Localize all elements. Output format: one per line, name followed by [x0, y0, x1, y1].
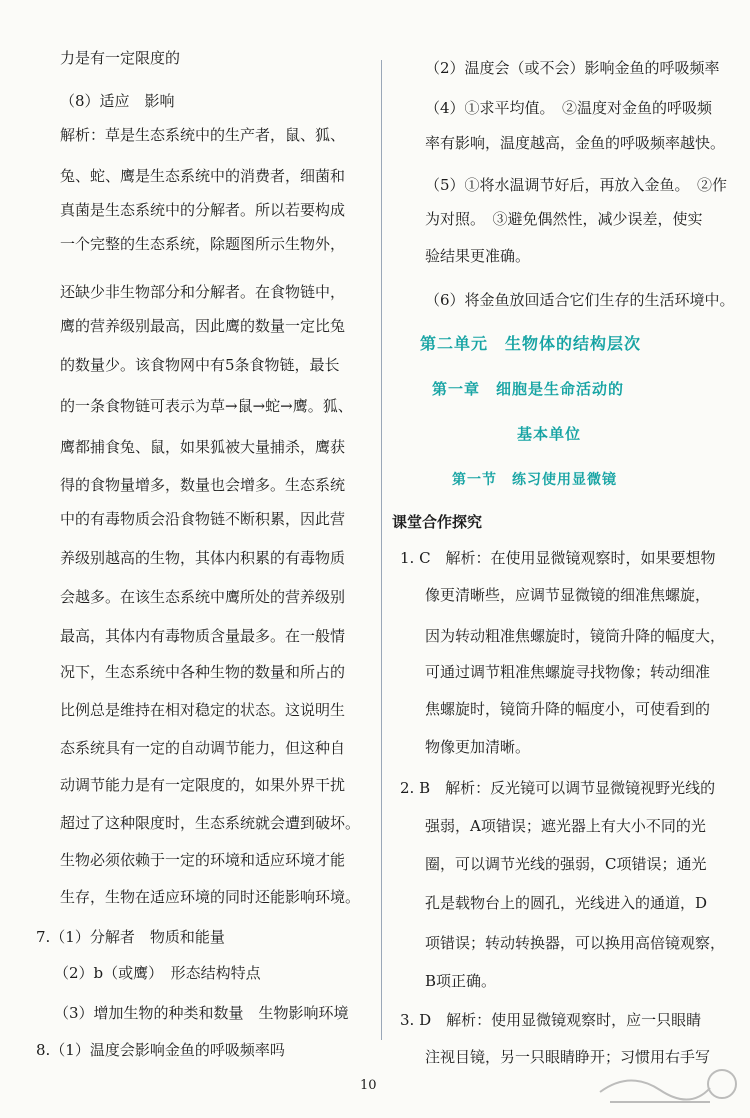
text-line: 得的食物量增多，数量也会增多。生态系统: [60, 476, 346, 494]
answer-1: 1. C 解析：在使用显微镜观察时，如果要想物: [400, 549, 716, 567]
column-divider: [381, 60, 382, 1040]
answer-8-1: 8.（1）温度会影响金鱼的呼吸频率吗: [36, 1041, 285, 1059]
text-line: 注视目镜，另一只眼睛睁开；习惯用右手写: [425, 1048, 711, 1066]
unit-heading: 第二单元 生物体的结构层次: [420, 334, 642, 353]
answer-7-1: 7.（1）分解者 物质和能量: [36, 928, 225, 946]
text-line: 还缺少非生物部分和分解者。在食物链中，: [60, 283, 346, 301]
answer-8-6: （6）将金鱼放回适合它们生存的生活环境中。: [425, 291, 735, 309]
text-line: 孔是载物台上的圆孔，光线进入的通道，D: [425, 894, 708, 912]
text-line: 强弱，A项错误；遮光器上有大小不同的光: [425, 817, 706, 835]
text-line: 养级别越高的生物，其体内积累的有毒物质: [60, 549, 346, 567]
text-line: 动调节能力是有一定限度的，如果外界干扰: [60, 776, 346, 794]
watermark-logo: [590, 1062, 750, 1118]
section-heading: 第一节 练习使用显微镜: [452, 472, 617, 488]
text-line: 因为转动粗准焦螺旋时，镜筒升降的幅度大，: [425, 627, 726, 645]
answer-7-3: （3）增加生物的种类和数量 生物影响环境: [54, 1004, 349, 1022]
text-line: 验结果更准确。: [425, 247, 531, 265]
chapter-heading: 第一章 细胞是生命活动的: [432, 380, 625, 398]
text-line: 态系统具有一定的自动调节能力，但这种自: [60, 739, 346, 757]
text-line: 可通过调节粗准焦螺旋寻找物像；转动细准: [425, 663, 711, 681]
answer-8-2: （2）温度会（或不会）影响金鱼的呼吸频率: [425, 59, 720, 77]
text-line: 超过了这种限度时，生态系统就会遭到破坏。: [60, 814, 361, 832]
text-line: 率有影响，温度越高，金鱼的呼吸频率越快。: [425, 134, 726, 152]
answer-7-2: （2）b（或鹰） 形态结构特点: [54, 964, 261, 982]
answer-3: 3. D 解析：使用显微镜观察时，应一只眼睛: [400, 1011, 702, 1029]
text-line: 鹰的营养级别最高，因此鹰的数量一定比兔: [60, 317, 346, 335]
text-line: 解析：草是生态系统中的生产者，鼠、狐、: [60, 126, 346, 144]
text-line: 力是有一定限度的: [60, 49, 181, 67]
text-line: 况下，生态系统中各种生物的数量和所占的: [60, 663, 346, 681]
text-line: 项错误；转动转换器，可以换用高倍镜观察，: [425, 934, 726, 952]
answer-2: 2. B 解析：反光镜可以调节显微镜视野光线的: [400, 779, 716, 797]
text-line: 中的有毒物质会沿食物链不断积累，因此营: [60, 510, 346, 528]
text-line: 鹰都捕食兔、鼠，如果狐被大量捕杀，鹰获: [60, 438, 346, 456]
text-line: 会越多。在该生态系统中鹰所处的营养级别: [60, 588, 346, 606]
text-line: 生存，生物在适应环境的同时还能影响环境。: [60, 888, 361, 906]
answer-8-5: （5）①将水温调节好后，再放入金鱼。 ②作: [425, 176, 728, 194]
page-number: 10: [360, 1078, 377, 1093]
text-line: 生物必须依赖于一定的环境和适应环境才能: [60, 851, 346, 869]
text-line: B项正确。: [425, 972, 497, 990]
text-line: 的一条食物链可表示为草→鼠→蛇→鹰。狐、: [60, 397, 353, 415]
text-line: 比例总是维持在相对稳定的状态。这说明生: [60, 701, 346, 719]
text-line: 物像更加清晰。: [425, 738, 531, 756]
text-line: 圈，可以调节光线的强弱，C项错误；通光: [425, 855, 707, 873]
text-line: （8）适应 影响: [60, 92, 175, 110]
text-line: 真菌是生态系统中的分解者。所以若要构成: [60, 201, 346, 219]
text-line: 焦螺旋时，镜筒升降的幅度小，可使看到的: [425, 700, 711, 718]
text-line: 为对照。 ③避免偶然性，减少误差，使实: [425, 210, 703, 228]
chapter-heading-cont: 基本单位: [517, 425, 582, 443]
text-line: 一个完整的生态系统，除题图所示生物外，: [60, 235, 346, 253]
answer-8-4: （4）①求平均值。 ②温度对金鱼的呼吸频: [425, 99, 713, 117]
text-line: 兔、蛇、鹰是生态系统中的消费者，细菌和: [60, 167, 346, 185]
text-line: 的数量少。该食物网中有5条食物链，最长: [60, 356, 340, 374]
text-line: 最高，其体内有毒物质含量最多。在一般情: [60, 627, 346, 645]
subsection-title: 课堂合作探究: [392, 513, 483, 531]
text-line: 像更清晰些，应调节显微镜的细准焦螺旋，: [425, 586, 711, 604]
